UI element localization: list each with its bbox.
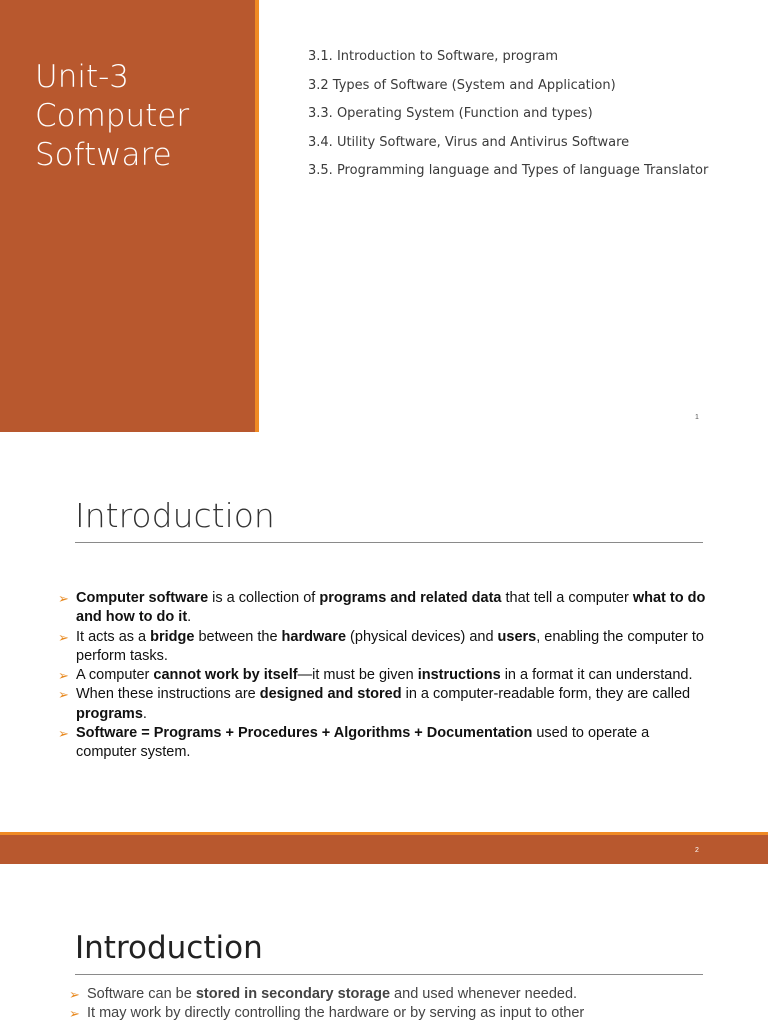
bold-text: programs: [76, 705, 143, 722]
text-run: used to operate a computer system.: [76, 725, 650, 761]
slide-title: Introduction: [75, 496, 275, 535]
text-run: in a format it can understand.: [500, 667, 693, 684]
toc-item: 3.4. Utility Software, Virus and Antivirus Software: [308, 134, 630, 150]
arrow-bullet-icon: ➢: [69, 1006, 80, 1022]
bullet-item: [58, 666, 708, 685]
toc-item: 3.1. Introduction to Software, program: [308, 49, 559, 64]
toc-item: 3.5. Programming language and Types of language Translator: [308, 163, 709, 178]
bullet-item: [69, 985, 719, 1004]
toc-item: 3.3. Operating System (Function and types): [308, 106, 593, 121]
text-run: (physical devices) and: [346, 628, 498, 645]
bullet-item: [58, 628, 708, 667]
arrow-bullet-icon: ➢: [58, 687, 69, 703]
bold-text: what to do and how to do it: [76, 590, 706, 626]
text-run: Software can be: [87, 986, 196, 1002]
text-run: It acts as a: [76, 628, 151, 645]
unit-title-line: Unit-3: [35, 59, 130, 95]
toc-item: 3.2 Types of Software (System and Application): [308, 77, 616, 93]
unit-title-line: Computer: [35, 98, 190, 134]
slide-3: [0, 864, 768, 1024]
footer-bar: [0, 832, 768, 864]
bold-text: hardware: [281, 628, 347, 645]
arrow-bullet-icon: ➢: [58, 591, 69, 606]
bold-text: Software = Programs + Procedures + Algorithms + Documentation: [76, 725, 533, 742]
bold-text: Computer software: [76, 590, 209, 606]
bullet-item: [58, 589, 708, 628]
bold-text: programs and related data: [319, 590, 502, 606]
text-run: that tell a computer: [501, 590, 633, 606]
text-run: —it must be given: [297, 667, 418, 684]
arrow-bullet-icon: ➢: [69, 987, 80, 1002]
unit-title-line: Software: [35, 137, 172, 173]
page-number: 1: [695, 414, 699, 421]
title-accent-stripe: [255, 0, 259, 432]
text-run: When these instructions are: [76, 686, 260, 703]
text-run: , enabling the computer to perform tasks.: [76, 628, 704, 664]
bold-text: cannot work by itself: [153, 667, 298, 684]
text-run: in a computer-readable form, they are called: [401, 686, 691, 703]
bullet-item: [58, 724, 708, 763]
text-run: A computer: [76, 667, 154, 684]
table-of-contents: [308, 47, 708, 190]
arrow-bullet-icon: ➢: [58, 629, 69, 645]
text-run: is a collection of: [208, 590, 320, 606]
title-panel: [0, 0, 255, 432]
text-run: It may work by directly controlling the hardware or by serving as input to other: [87, 1005, 585, 1022]
arrow-bullet-icon: ➢: [58, 726, 69, 742]
bold-text: stored in secondary storage: [195, 986, 391, 1002]
slide-2: [0, 432, 768, 864]
bullet-list: [58, 589, 708, 763]
bullet-item: [58, 685, 708, 724]
bold-text: instructions: [417, 667, 501, 684]
page-number: 2: [695, 847, 699, 854]
text-run: between the: [194, 628, 282, 645]
bold-text: bridge: [150, 628, 195, 645]
title-divider: [75, 974, 703, 975]
bold-text: users: [497, 628, 537, 645]
title-divider: [75, 542, 703, 543]
arrow-bullet-icon: ➢: [58, 668, 69, 684]
slide-title: Introduction: [75, 930, 263, 966]
text-run: and used whenever needed.: [390, 986, 578, 1002]
bold-text: designed and stored: [259, 686, 402, 703]
text-run: .: [142, 705, 147, 722]
bullet-item: [69, 1004, 719, 1023]
footer-accent-stripe: [0, 832, 768, 835]
unit-title: [35, 58, 250, 175]
slide-1: [0, 0, 768, 432]
bullet-list: [69, 985, 719, 1024]
text-run: .: [187, 609, 192, 626]
